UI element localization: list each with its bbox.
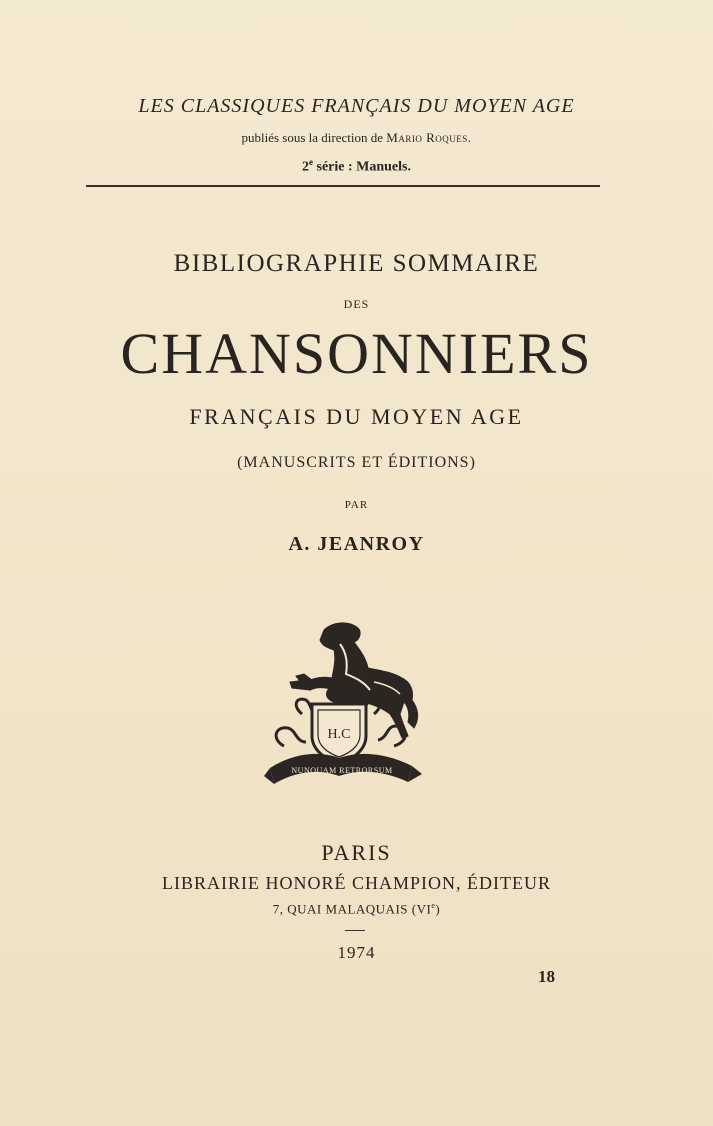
title-line-2: DES: [343, 297, 370, 311]
imprint-year: 1974: [337, 943, 376, 962]
address-superscript: e: [431, 901, 436, 910]
author-by: PAR: [344, 499, 369, 511]
imprint-publisher: LIBRAIRIE HONORÉ CHAMPION, ÉDITEUR: [162, 873, 551, 893]
main-title: CHANSONNIERS: [120, 321, 593, 386]
imprint-dash: [345, 930, 365, 931]
series-title: LES CLASSIQUES FRANÇAIS DU MOYEN AGE: [138, 95, 575, 117]
header-rule: [86, 185, 600, 187]
subseries-number: 2: [302, 159, 309, 175]
series-editor: Mario Roques.: [386, 130, 472, 145]
motto-text: NUNQUAM RETRORSUM: [291, 766, 393, 775]
imprint-city: PARIS: [321, 840, 392, 865]
author-name: A. JEANROY: [288, 533, 425, 555]
volume-number: 18: [538, 967, 555, 986]
series-direction: [0, 130, 713, 146]
shield-monogram: H.C: [327, 727, 351, 742]
subseries-line: [0, 157, 713, 176]
title-line-4: FRANÇAIS DU MOYEN AGE: [189, 404, 524, 429]
title-line-5: (MANUSCRITS ET ÉDITIONS): [237, 454, 476, 471]
subseries-label: série : Manuels.: [313, 159, 411, 175]
title-line-1: BIBLIOGRAPHIE SOMMAIRE: [173, 250, 540, 277]
imprint-address: [0, 901, 713, 917]
address-text: 7, QUAI MALAQUAIS (VI: [272, 901, 432, 917]
subseries-superscript: e: [309, 157, 313, 167]
address-end: ): [435, 901, 441, 917]
direction-text: publiés sous la direction de: [241, 130, 384, 145]
publisher-mark-icon: [262, 618, 427, 790]
